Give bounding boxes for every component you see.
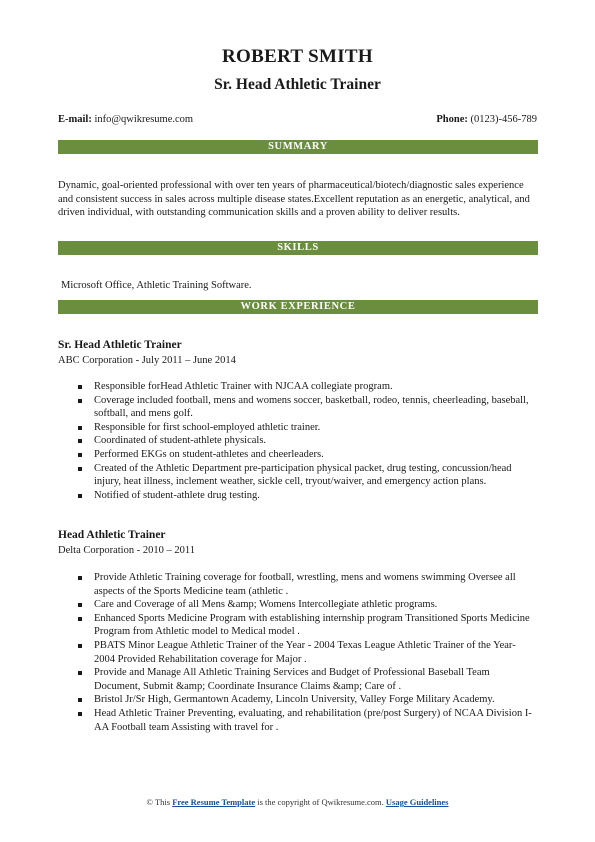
list-item: Care and Coverage of all Mens &amp; Womens Intercollegiate athletic programs. bbox=[58, 598, 538, 612]
list-item: Enhanced Sports Medicine Program with establishing internship program Transitioned Sports Medicine Program from Athletic model to Medical model . bbox=[58, 612, 538, 639]
list-item: Provide Athletic Training coverage for football, wrestling, mens and womens swimming Oversee all aspects of the Sports Medicine team (athletic . bbox=[58, 571, 538, 598]
list-item: Head Athletic Trainer Preventing, evaluating, and rehabilitation (pre/post Surgery) of NCAA Division I-AA Football team Assisting with travel for . bbox=[58, 707, 538, 734]
free-resume-template-link[interactable]: Free Resume Template bbox=[172, 797, 256, 807]
footer-middle: is the copyright of Qwikresume.com. bbox=[257, 797, 384, 807]
email-label: E-mail: bbox=[58, 114, 92, 125]
bullet-icon bbox=[78, 453, 82, 457]
usage-guidelines-link[interactable]: Usage Guidelines bbox=[385, 797, 449, 807]
bullet-icon bbox=[78, 712, 82, 716]
bullet-icon bbox=[78, 385, 82, 389]
job-title: Head Athletic Trainer bbox=[58, 529, 166, 541]
phone-label: Phone: bbox=[436, 114, 468, 125]
list-item: Bristol Jr/Sr High, Germantown Academy, Lincoln University, Valley Forge Military Academy. bbox=[58, 693, 538, 707]
bullet-icon bbox=[78, 698, 82, 702]
list-item: Coordinated of student-athlete physicals. bbox=[58, 434, 538, 448]
list-item: Coverage included football, mens and womens soccer, basketball, rodeo, tennis, cheerleading, baseball, softball, and mens golf. bbox=[58, 394, 538, 421]
candidate-title: Sr. Head Athletic Trainer bbox=[214, 76, 381, 93]
job-title: Sr. Head Athletic Trainer bbox=[58, 339, 182, 351]
work-experience-heading: WORK EXPERIENCE bbox=[58, 300, 538, 314]
list-item: Responsible for first school-employed athletic trainer. bbox=[58, 421, 538, 435]
list-item: Notified of student-athlete drug testing. bbox=[58, 489, 538, 503]
list-item: PBATS Minor League Athletic Trainer of the Year - 2004 Texas League Athletic Trainer of the Year- 2004 Provided Rehabilitation coverage for Major . bbox=[58, 639, 538, 666]
footer-prefix: © This bbox=[146, 797, 171, 807]
bullet-icon bbox=[78, 399, 82, 403]
job-company: ABC Corporation - July 2011 – June 2014 bbox=[58, 355, 236, 366]
bullet-icon bbox=[78, 617, 82, 621]
bullet-icon bbox=[78, 439, 82, 443]
list-item: Created of the Athletic Department pre-participation physical packet, drug testing, concussion/head injury, heat illness, inclement weather, sickle cell, tryout/waiver, and emergency action plans. bbox=[58, 462, 538, 489]
bullet-icon bbox=[78, 644, 82, 648]
job-bullets-list bbox=[58, 380, 538, 502]
email-line bbox=[58, 114, 193, 125]
bullet-icon bbox=[78, 467, 82, 471]
candidate-name: ROBERT SMITH bbox=[222, 46, 373, 67]
bullet-icon bbox=[78, 576, 82, 580]
phone-value: (0123)-456-789 bbox=[470, 114, 537, 125]
summary-heading: SUMMARY bbox=[58, 140, 538, 154]
list-item: Performed EKGs on student-athletes and cheerleaders. bbox=[58, 448, 538, 462]
footer bbox=[0, 797, 595, 807]
skills-heading: SKILLS bbox=[58, 241, 538, 255]
list-item: Responsible forHead Athletic Trainer with NJCAA collegiate program. bbox=[58, 380, 538, 394]
phone-line bbox=[436, 114, 537, 125]
skills-text: Microsoft Office, Athletic Training Software. bbox=[61, 280, 252, 291]
bullet-icon bbox=[78, 603, 82, 607]
summary-text: Dynamic, goal-oriented professional with over ten years of pharmaceutical/biotech/diagnostic sales experience and consistent success in sales across multiple disease states.Excellent reputation as an energetic, analytical, and driven individual, with outstanding communication skills and a proven ability to deliver results. bbox=[58, 180, 530, 219]
job-bullets-list bbox=[58, 571, 538, 734]
bullet-icon bbox=[78, 494, 82, 498]
job-company: Delta Corporation - 2010 – 2011 bbox=[58, 545, 195, 556]
email-value: info@qwikresume.com bbox=[94, 114, 194, 125]
bullet-icon bbox=[78, 671, 82, 675]
list-item: Provide and Manage All Athletic Training Services and Budget of Professional Baseball Team Document, Submit &amp; Coordinate Insurance Claims &amp; Care of . bbox=[58, 666, 538, 693]
bullet-icon bbox=[78, 426, 82, 430]
